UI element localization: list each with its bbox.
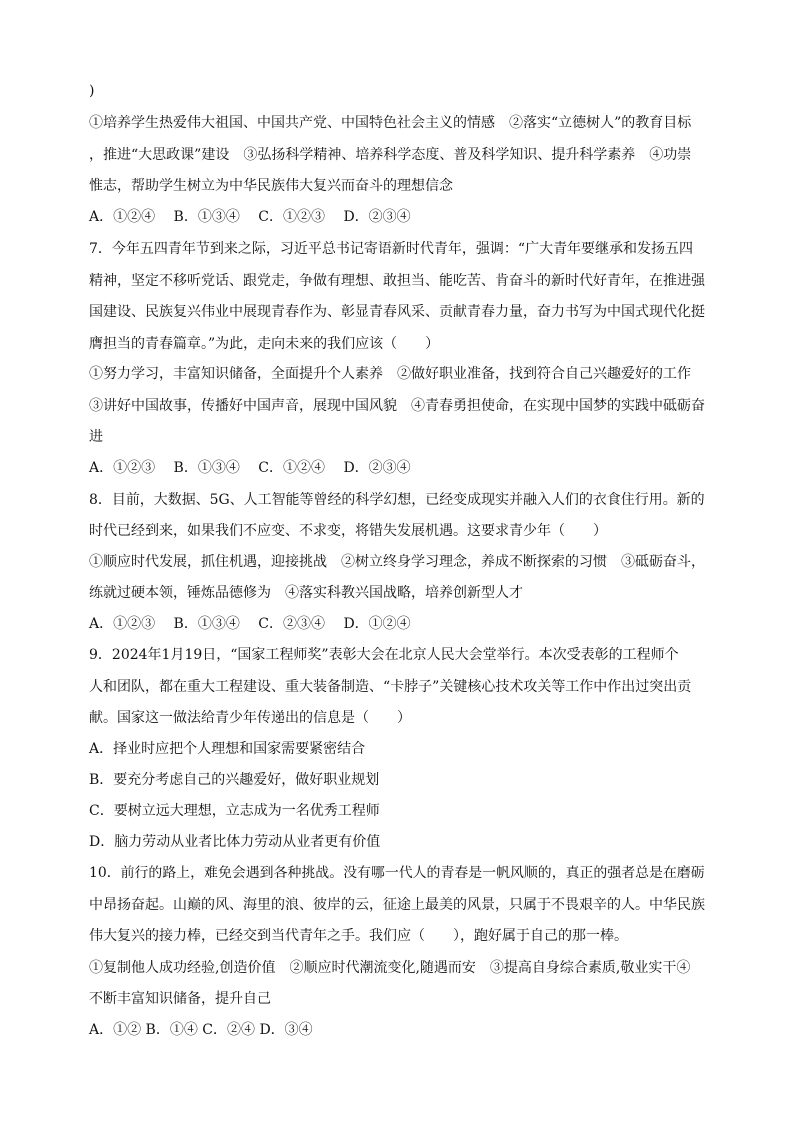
answer-option: C．要树立远大理想，立志成为一名优秀工程师 (89, 803, 380, 819)
text-line: 伟大复兴的接力棒，已经交到当代青年之手。我们应（ ），跑好属于自己的那一棒。 (89, 928, 628, 944)
text-line: 进 (89, 429, 103, 445)
answer-option: D．脑力劳动从业者比体力劳动从业者更有价值 (89, 834, 381, 850)
answer-option: B．要充分考虑自己的兴趣爱好，做好职业规划 (89, 772, 380, 788)
text-line: ①培养学生热爱伟大祖国、中国共产党、中国特色社会主义的情感 ②落实“立德树人”的教育目标 (89, 115, 692, 131)
question-8-stem: 8．目前，大数据、5G、人工智能等曾经的科学幻想，已经变成现实并融入人们的衣食住行用。新的 (89, 492, 705, 508)
answer-options: A．①②③ B．①③④ C．①②④ D．②③④ (89, 460, 411, 476)
text-line: ) (89, 83, 95, 99)
question-10-stem: 10．前行的路上，难免会遇到各种挑战。没有哪一代人的青春是一帆风顺的，真正的强者总是在磨砺 (89, 865, 705, 881)
text-line: 膺担当的青春篇章。”为此，走向未来的我们应该（ ） (89, 336, 440, 352)
text-line: ①顺应时代发展，抓住机遇，迎接挑战 ②树立终身学习理念，养成不断探索的习惯 ③砥砺奋斗， (89, 554, 705, 570)
text-line: 练就过硬本领，锤炼品德修为 ④落实科教兴国战略，培养创新型人才 (89, 585, 523, 601)
question-9-stem: 9．2024年1月19日，“国家工程师奖”表彰大会在北京人民大会堂举行。本次受表彰的工程师个 (89, 647, 679, 663)
answer-option: A．择业时应把个人理想和国家需要紧密结合 (89, 741, 366, 757)
text-line: 不断丰富知识储备，提升自己 (89, 991, 271, 1007)
text-line: 献。国家这一做法给青少年传递出的信息是（ ） (89, 710, 411, 726)
question-7-stem: 7．今年五四青年节到来之际，习近平总书记寄语新时代青年，强调：“广大青年要继承和发扬五四 (89, 241, 694, 257)
text-line: 精神，坚定不移听党话、跟党走，争做有理想、敢担当、能吃苦、肯奋斗的新时代好青年，在推进强 (89, 273, 705, 289)
text-line: 时代已经到来，如果我们不应变、不求变，将错失发展机遇。这要求青少年（ ） (89, 523, 607, 539)
answer-options: A．①②③ B．①③④ C．②③④ D．①②④ (89, 616, 411, 632)
text-line: ，推进“大思政课”建设 ③弘扬科学精神、培养科学态度、普及科学知识、提升科学素养 ④功崇 (89, 147, 692, 163)
answer-options: A．①②④ B．①③④ C．①②③ D．②③④ (89, 209, 411, 225)
text-line: ③讲好中国故事，传播好中国声音，展现中国风貌 ④青春勇担使命，在实现中国梦的实践中砥砺奋 (89, 398, 705, 414)
text-line: 中昂扬奋起。山巅的风、海里的浪、彼岸的云，征途上最美的风景，只属于不畏艰辛的人。中华民族 (89, 897, 705, 913)
text-line: 人和团队，都在重大工程建设、重大装备制造、“卡脖子”关键核心技术攻关等工作中作出过突出贡 (89, 679, 692, 695)
text-line: 惟志，帮助学生树立为中华民族伟大复兴而奋斗的理想信念 (89, 178, 453, 194)
text-line: ①努力学习，丰富知识储备，全面提升个人素养 ②做好职业准备，找到符合自己兴趣爱好的工作 (89, 366, 691, 382)
text-line: ①复制他人成功经验,创造价值 ②顺应时代潮流变化,随遇而安 ③提高自身综合素质,敬业实干④ (89, 960, 691, 976)
text-line: 国建设、民族复兴伟业中展现青春作为、彰显青春风采、贡献青春力量，奋力书写为中国式现代化挺 (89, 304, 705, 320)
answer-options: A．①② B．①④ C．②④ D．③④ (89, 1022, 313, 1038)
